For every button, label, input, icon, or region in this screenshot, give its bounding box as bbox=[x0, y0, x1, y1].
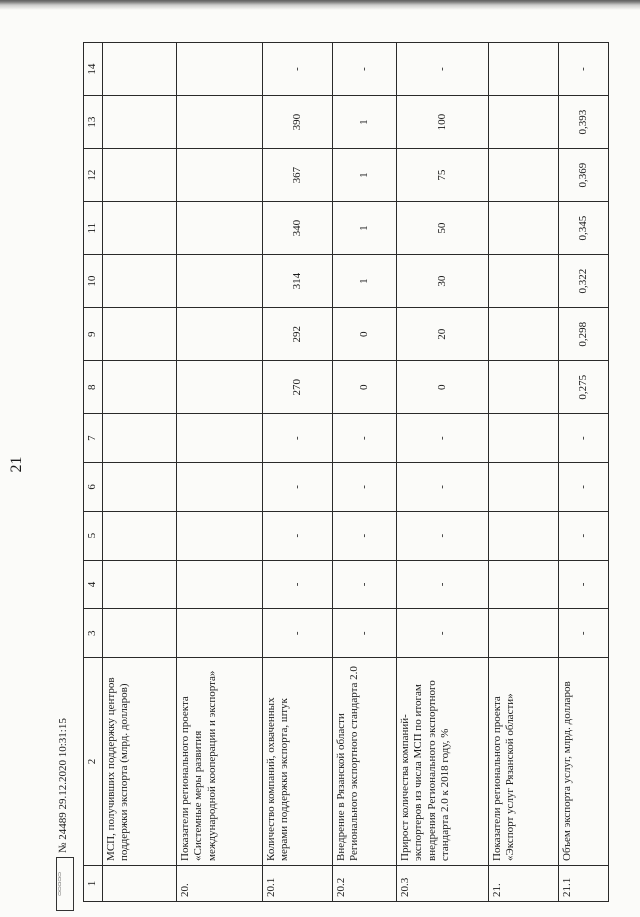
value-cell: 0 bbox=[333, 308, 397, 361]
table-row bbox=[263, 43, 333, 902]
row-number: 20.3 bbox=[397, 865, 489, 901]
value-cell: - bbox=[397, 414, 489, 463]
value-cell bbox=[177, 511, 263, 560]
value-cell: - bbox=[333, 462, 397, 511]
value-cell bbox=[177, 414, 263, 463]
value-cell bbox=[177, 149, 263, 202]
stamp-icon: ▭▭▭▭▭ bbox=[56, 857, 74, 911]
table-row bbox=[559, 43, 609, 902]
header-cell: 14 bbox=[84, 43, 103, 96]
value-cell: 367 bbox=[263, 149, 333, 202]
row-number bbox=[103, 865, 177, 901]
value-cell bbox=[177, 462, 263, 511]
indicator-name: Количество компаний, охваченных мерами поддержки экспорта, штук bbox=[263, 658, 333, 866]
value-cell: 340 bbox=[263, 202, 333, 255]
value-cell: 292 bbox=[263, 308, 333, 361]
value-cell: 0,369 bbox=[559, 149, 609, 202]
indicator-name: Прирост количества компаний-экспортеров из числа МСП по итогам внедрения Регионального экспортного стандарта 2.0 к 2018 году, % bbox=[397, 658, 489, 866]
row-number: 21. bbox=[489, 865, 559, 901]
table-row bbox=[333, 43, 397, 902]
header-cell: 9 bbox=[84, 308, 103, 361]
value-cell bbox=[177, 255, 263, 308]
value-cell: - bbox=[559, 560, 609, 609]
value-cell: - bbox=[397, 511, 489, 560]
value-cell: - bbox=[263, 462, 333, 511]
value-cell bbox=[489, 414, 559, 463]
table-row bbox=[489, 43, 559, 902]
value-cell: - bbox=[263, 609, 333, 658]
value-cell bbox=[103, 609, 177, 658]
value-cell: 0 bbox=[397, 361, 489, 414]
value-cell bbox=[103, 511, 177, 560]
value-cell: - bbox=[263, 43, 333, 96]
value-cell bbox=[103, 96, 177, 149]
header-cell: 11 bbox=[84, 202, 103, 255]
value-cell bbox=[103, 361, 177, 414]
value-cell: - bbox=[333, 609, 397, 658]
header-cell: 8 bbox=[84, 361, 103, 414]
indicator-name: МСП, получивших поддержку центров поддержки экспорта (млрд. долларов) bbox=[103, 658, 177, 866]
value-cell bbox=[103, 414, 177, 463]
value-cell: 50 bbox=[397, 202, 489, 255]
value-cell: - bbox=[333, 511, 397, 560]
value-cell: 100 bbox=[397, 96, 489, 149]
value-cell bbox=[489, 149, 559, 202]
table-header-row bbox=[84, 43, 103, 902]
value-cell bbox=[177, 202, 263, 255]
value-cell bbox=[489, 609, 559, 658]
value-cell bbox=[177, 560, 263, 609]
header-cell: 4 bbox=[84, 560, 103, 609]
table-row bbox=[397, 43, 489, 902]
value-cell bbox=[103, 202, 177, 255]
value-cell: - bbox=[333, 43, 397, 96]
header-cell: 13 bbox=[84, 96, 103, 149]
value-cell bbox=[489, 511, 559, 560]
value-cell bbox=[489, 43, 559, 96]
row-number: 20.1 bbox=[263, 865, 333, 901]
value-cell: 20 bbox=[397, 308, 489, 361]
value-cell: - bbox=[559, 462, 609, 511]
value-cell: 1 bbox=[333, 202, 397, 255]
value-cell bbox=[489, 255, 559, 308]
indicator-name: Показатели регионального проекта «Системные меры развития международной кооперации и экспорта» bbox=[177, 658, 263, 866]
value-cell: 1 bbox=[333, 149, 397, 202]
registration-stamp bbox=[54, 531, 76, 911]
value-cell: 75 bbox=[397, 149, 489, 202]
value-cell bbox=[177, 609, 263, 658]
value-cell bbox=[103, 43, 177, 96]
table-row bbox=[103, 43, 177, 902]
value-cell: 1 bbox=[333, 96, 397, 149]
indicator-name: Объем экспорта услуг, млрд. долларов bbox=[559, 658, 609, 866]
value-cell: - bbox=[263, 511, 333, 560]
value-cell bbox=[103, 560, 177, 609]
value-cell: 1 bbox=[333, 255, 397, 308]
value-cell: 0,275 bbox=[559, 361, 609, 414]
value-cell: - bbox=[397, 462, 489, 511]
value-cell bbox=[489, 361, 559, 414]
scan-top-edge bbox=[0, 0, 640, 10]
value-cell bbox=[177, 308, 263, 361]
header-cell: 1 bbox=[84, 865, 103, 901]
header-cell: 12 bbox=[84, 149, 103, 202]
value-cell bbox=[489, 560, 559, 609]
row-number: 20.2 bbox=[333, 865, 397, 901]
value-cell: 0,322 bbox=[559, 255, 609, 308]
value-cell bbox=[489, 308, 559, 361]
value-cell: 0,298 bbox=[559, 308, 609, 361]
page-number: 21 bbox=[8, 456, 25, 473]
value-cell: 0 bbox=[333, 361, 397, 414]
value-cell: - bbox=[333, 414, 397, 463]
header-cell: 5 bbox=[84, 511, 103, 560]
value-cell bbox=[103, 308, 177, 361]
row-number: 20. bbox=[177, 865, 263, 901]
value-cell: - bbox=[559, 414, 609, 463]
value-cell: - bbox=[263, 414, 333, 463]
value-cell: - bbox=[397, 43, 489, 96]
value-cell: 270 bbox=[263, 361, 333, 414]
header-cell: 6 bbox=[84, 462, 103, 511]
header-cell: 10 bbox=[84, 255, 103, 308]
value-cell bbox=[489, 96, 559, 149]
value-cell: - bbox=[263, 560, 333, 609]
value-cell: - bbox=[559, 609, 609, 658]
value-cell bbox=[177, 361, 263, 414]
registration-number: № 24489 29.12.2020 10:31:15 bbox=[57, 718, 69, 853]
value-cell: - bbox=[333, 560, 397, 609]
header-cell: 2 bbox=[84, 658, 103, 866]
value-cell: 0,345 bbox=[559, 202, 609, 255]
value-cell: 0,393 bbox=[559, 96, 609, 149]
indicators-table bbox=[83, 42, 609, 902]
value-cell bbox=[177, 96, 263, 149]
value-cell: 390 bbox=[263, 96, 333, 149]
value-cell: 30 bbox=[397, 255, 489, 308]
value-cell: 314 bbox=[263, 255, 333, 308]
value-cell bbox=[103, 149, 177, 202]
row-number: 21.1 bbox=[559, 865, 609, 901]
table-row bbox=[177, 43, 263, 902]
indicator-name: Показатели регионального проекта «Экспорт услуг Рязанской области» bbox=[489, 658, 559, 866]
value-cell: - bbox=[559, 43, 609, 96]
value-cell bbox=[103, 462, 177, 511]
value-cell bbox=[489, 462, 559, 511]
rotated-page-content bbox=[48, 12, 608, 917]
value-cell bbox=[177, 43, 263, 96]
value-cell: - bbox=[397, 609, 489, 658]
value-cell: - bbox=[559, 511, 609, 560]
value-cell bbox=[103, 255, 177, 308]
header-cell: 7 bbox=[84, 414, 103, 463]
value-cell: - bbox=[397, 560, 489, 609]
indicator-name: Внедрение в Рязанской области Регионального экспортного стандарта 2.0 bbox=[333, 658, 397, 866]
header-cell: 3 bbox=[84, 609, 103, 658]
value-cell bbox=[489, 202, 559, 255]
